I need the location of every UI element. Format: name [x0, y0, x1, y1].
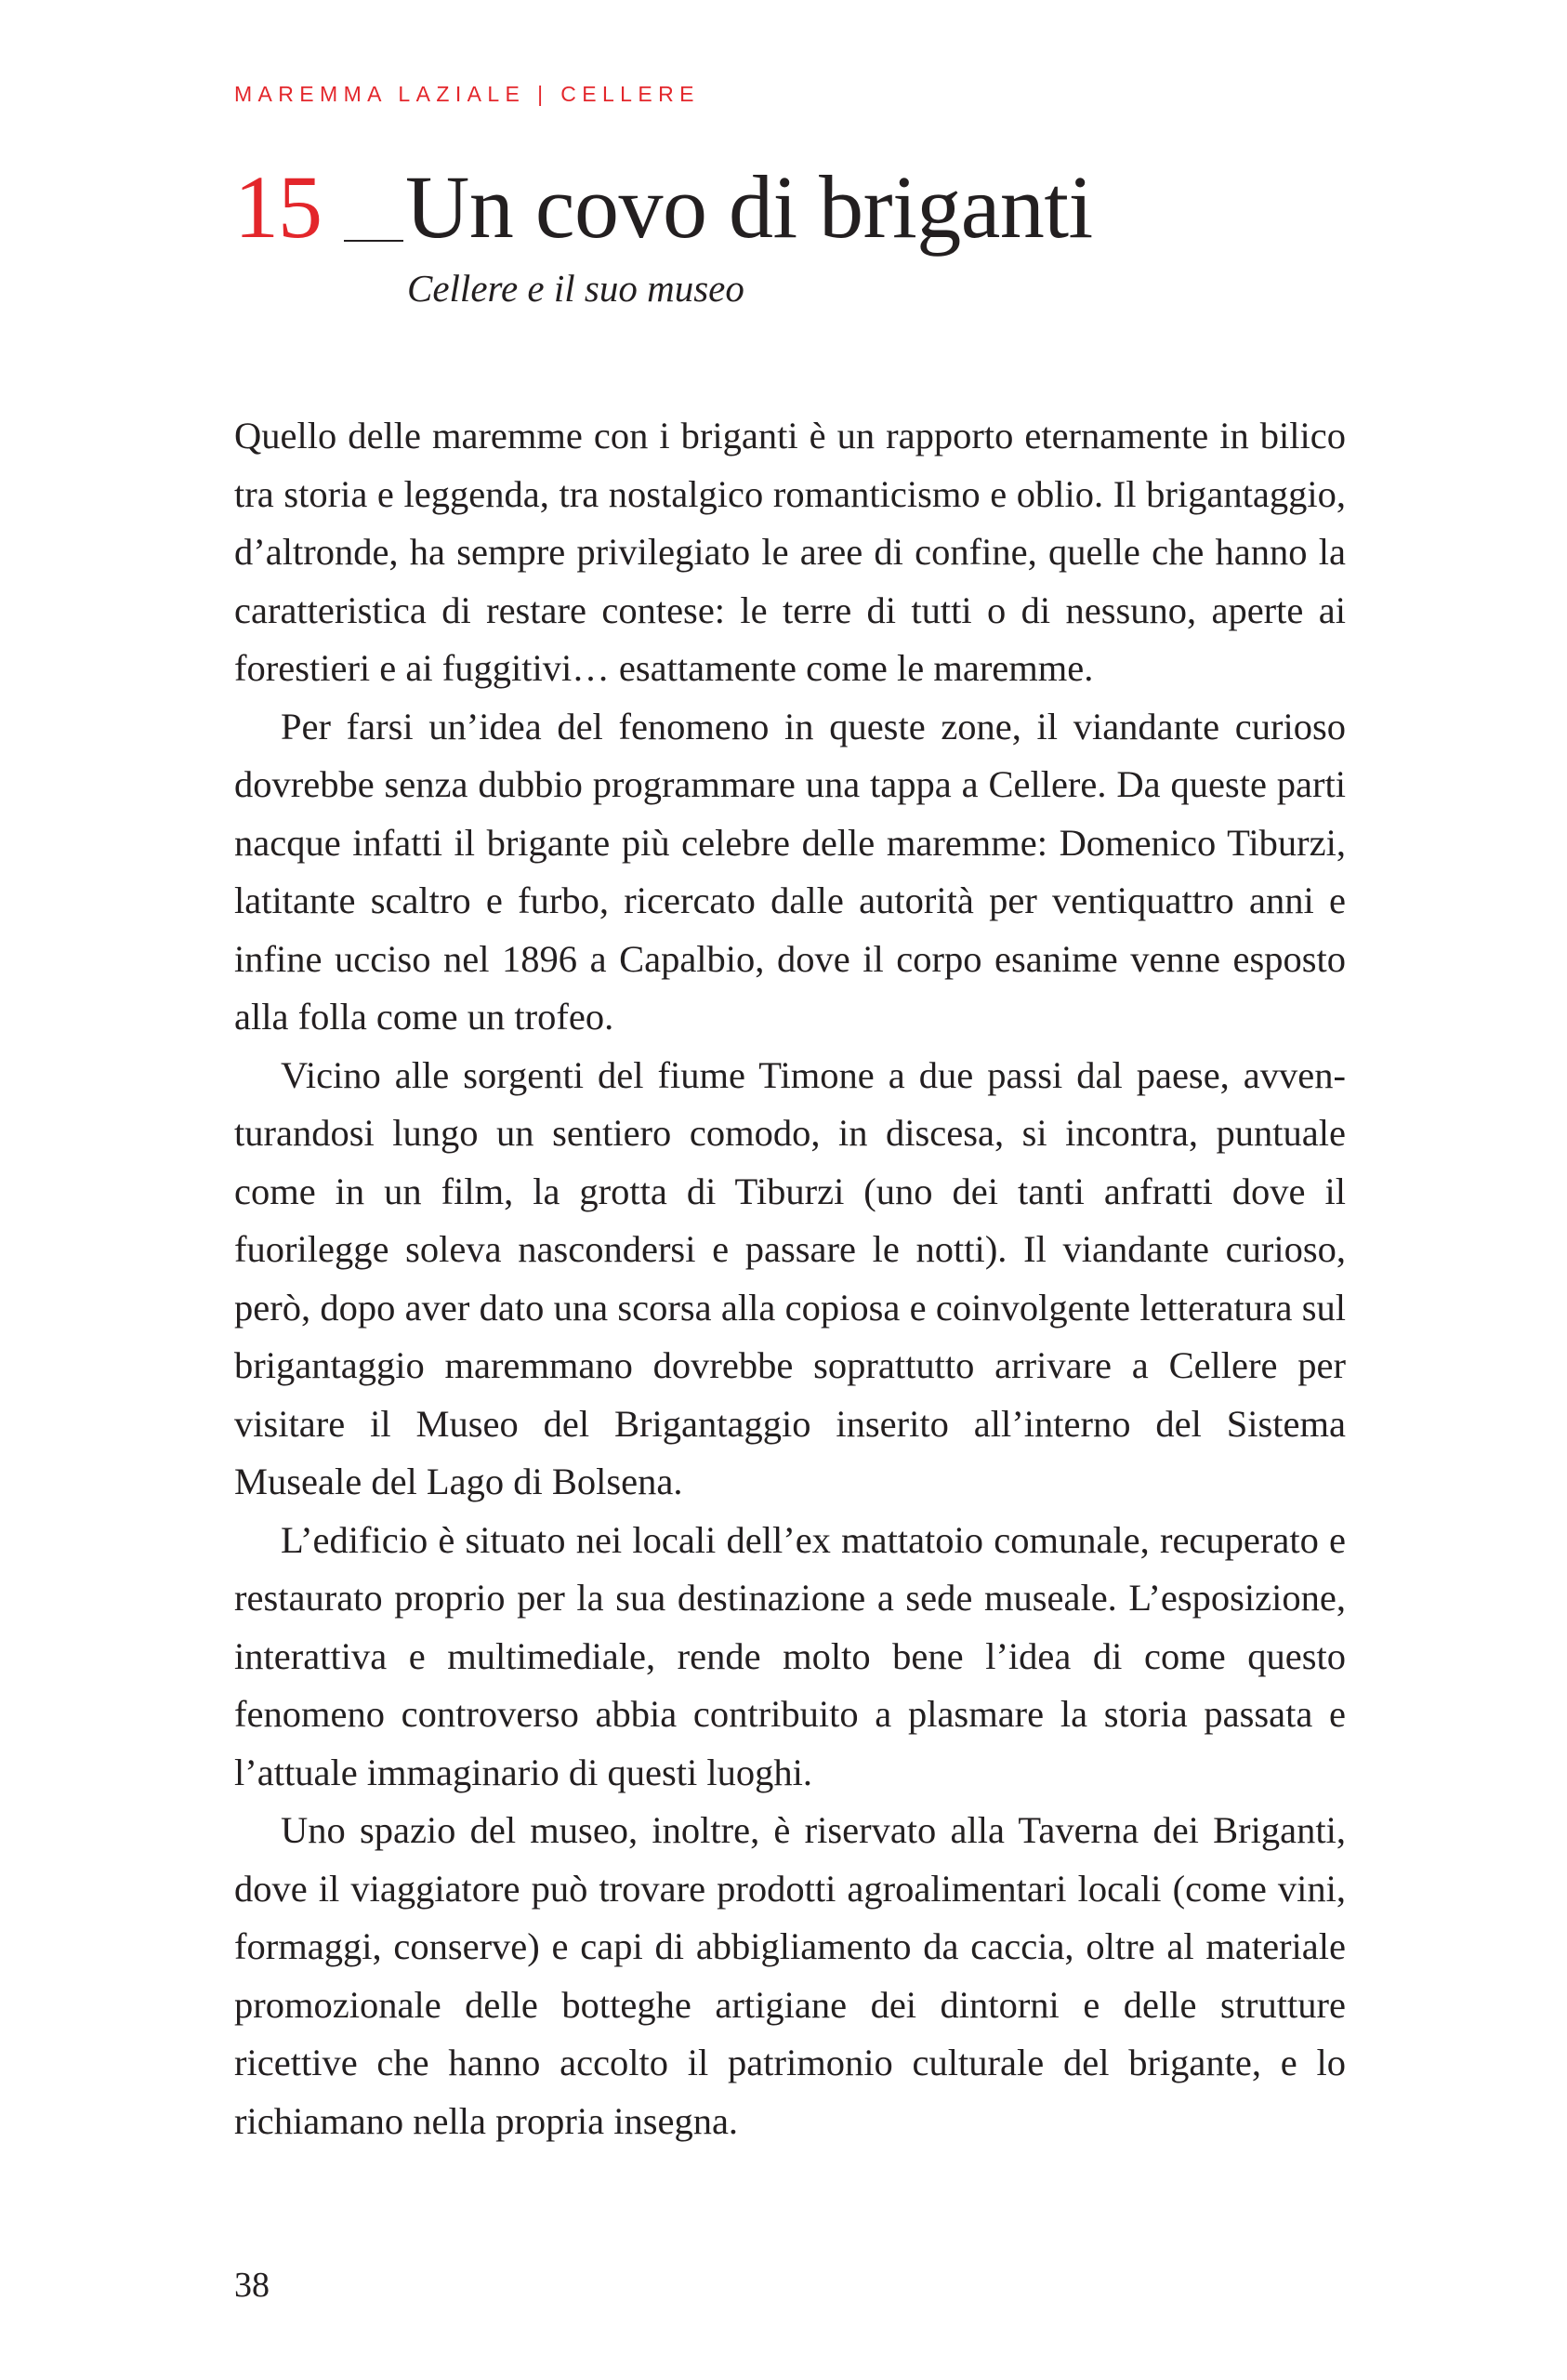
paragraph: L’edificio è situato nei locali dell’ex mattatoio comunale, recuperato e restaurato proprio per la sua destinazione a sede museale. L’esposizione, interattiva e multimediale, rende molto bene l’idea di come questo fenomeno controverso abbia contribuito a plasmare la storia passata e l’attuale immaginario di questi luoghi.: [234, 1518, 1346, 1793]
paragraph: Per farsi un’idea del fenomeno in queste zone, il viandante curioso dovrebbe senza dubbio programmare una tappa a Cellere. Da queste parti nacque infatti il brigante più celebre delle maremme: Domenico Tiburzi, latitante scaltro e furbo, ricercato dalle autorità per ventiquattro anni e infine ucciso nel 1896 a Capalbio, dove il corpo esanime venne esposto alla folla come un trofeo.: [234, 705, 1346, 1038]
chapter-title: Un covo di briganti: [405, 157, 1093, 257]
running-head: MAREMMA LAZIALE | CELLERE: [234, 82, 700, 106]
paragraph: Quello delle maremme con i briganti è un rapporto eternamente in bilico tra storia e leggenda, tra nostalgico romanticismo e oblio. Il brigantaggio, d’altronde, ha sempre privilegiato le aree di confine, quelle che hanno la caratteristica di restare contese: le terre di tutti o di nessuno, aperte ai forestieri e ai fuggitivi… esattamente come le maremme.: [234, 415, 1346, 689]
body-text: [234, 407, 1346, 2150]
chapter-heading: [234, 156, 1350, 258]
page-number: 38: [234, 2266, 270, 2305]
paragraph: Vicino alle sorgenti del fiume Timone a due passi dal paese, avventurandosi lungo un sentiero comodo, in discesa, si incontra, puntuale come in un film, la grotta di Tiburzi (uno dei tanti anfratti dove il fuorilegge soleva nascondersi e passare le notti). Il viandante curioso, però, dopo aver dato una scorsa alla copiosa e coinvolgente letteratura sul brigantaggio maremmano dovrebbe soprattutto arrivare a Cellere per visitare il Museo del Brigantaggio inserito all’interno del Sistema Museale del Lago di Bolsena.: [234, 1053, 1346, 1502]
paragraph: Uno spazio del museo, inoltre, è riservato alla Taverna dei Briganti, dove il viaggiatore può trovare prodotti agroalimentari locali (come vini, formaggi, conserve) e capi di abbigliamento da caccia, oltre al materiale promozionale delle botteghe artigiane dei dintorni e delle strutture ricettive che hanno accolto il patrimonio culturale del brigante, e lo richiamano nella propria insegna.: [234, 1809, 1346, 2142]
chapter-subtitle: Cellere e il suo museo: [407, 267, 744, 310]
chapter-rule: [344, 240, 403, 242]
chapter-number: 15: [234, 157, 322, 257]
